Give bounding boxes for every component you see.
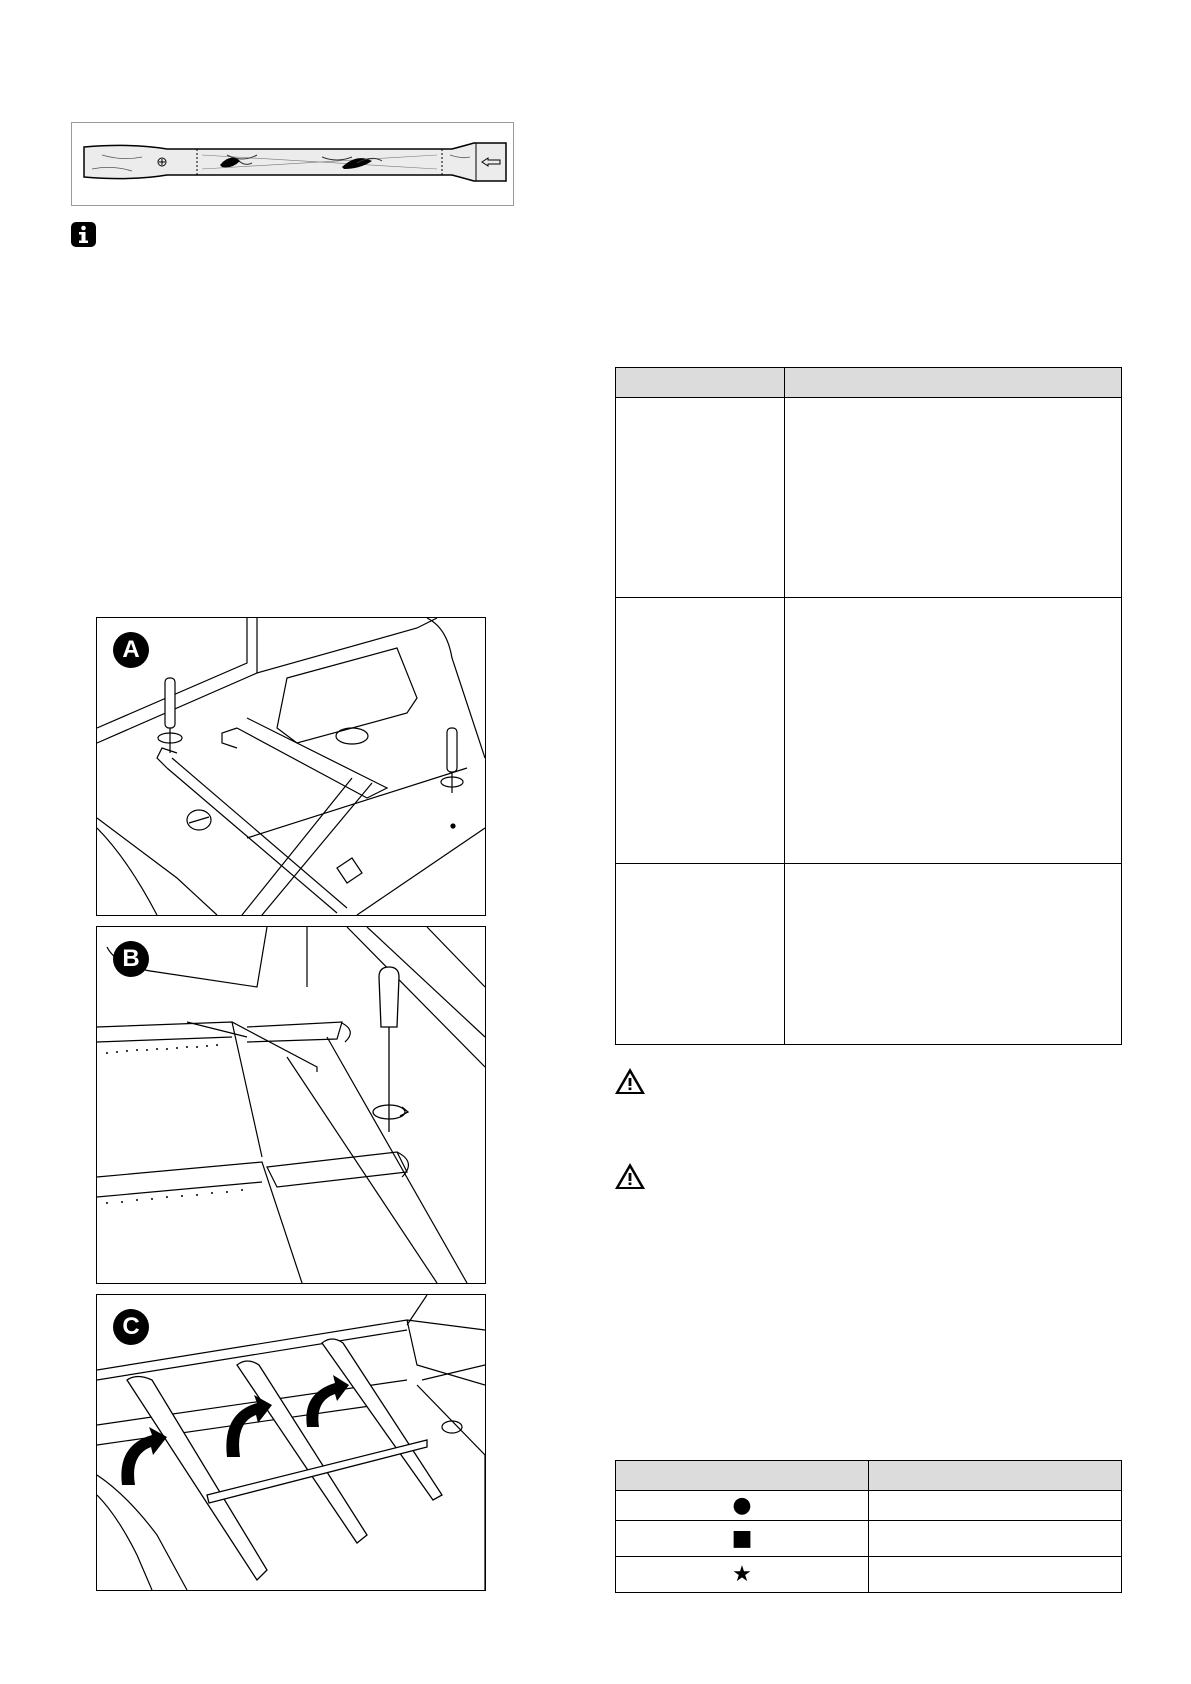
- table-cell: [616, 864, 785, 1045]
- table-cell: [869, 1557, 1122, 1593]
- burner-strip-figure: [71, 122, 514, 206]
- figure-panel-c: [96, 1294, 486, 1591]
- table-cell: [785, 398, 1122, 598]
- table-cell: [869, 1491, 1122, 1521]
- info-icon: [71, 222, 96, 247]
- step-badge-b: B: [113, 941, 149, 977]
- table-row: [616, 1491, 1122, 1521]
- symbol-glyph: ★: [732, 1561, 752, 1587]
- symbol-glyph: ■: [731, 1525, 753, 1551]
- burner-removal-illustration-a: [97, 618, 485, 915]
- warning-triangle-icon: [614, 1067, 646, 1095]
- table-row: [616, 864, 1122, 1045]
- burner-removal-illustration-c: [97, 1295, 485, 1590]
- symbol-table: [615, 1460, 1122, 1593]
- square-icon: [616, 1521, 869, 1557]
- troubleshooting-table: [615, 367, 1122, 1045]
- table-row: [616, 398, 1122, 598]
- table-cell: [869, 1521, 1122, 1557]
- table-header-cell: [616, 1461, 869, 1491]
- symbol-glyph: ●: [732, 1492, 752, 1518]
- figure-panel-a: [96, 617, 486, 916]
- burner-tube-illustration: [72, 123, 513, 205]
- step-badge-a: A: [113, 632, 149, 668]
- table-cell: [616, 598, 785, 864]
- figure-panel-b: [96, 926, 486, 1284]
- table-header-row: [616, 1461, 1122, 1491]
- circle-icon: [616, 1491, 869, 1521]
- table-row: [616, 1521, 1122, 1557]
- table-header-cell: [869, 1461, 1122, 1491]
- table-header-cell: [785, 368, 1122, 398]
- star-icon: [616, 1557, 869, 1593]
- table-cell: [785, 864, 1122, 1045]
- table-header-row: [616, 368, 1122, 398]
- table-header-cell: [616, 368, 785, 398]
- warning-triangle-icon: [614, 1162, 646, 1190]
- table-row: [616, 598, 1122, 864]
- step-badge-c: C: [113, 1309, 149, 1345]
- table-cell: [616, 398, 785, 598]
- table-row: [616, 1557, 1122, 1593]
- table-cell: [785, 598, 1122, 864]
- burner-removal-illustration-b: [97, 927, 485, 1283]
